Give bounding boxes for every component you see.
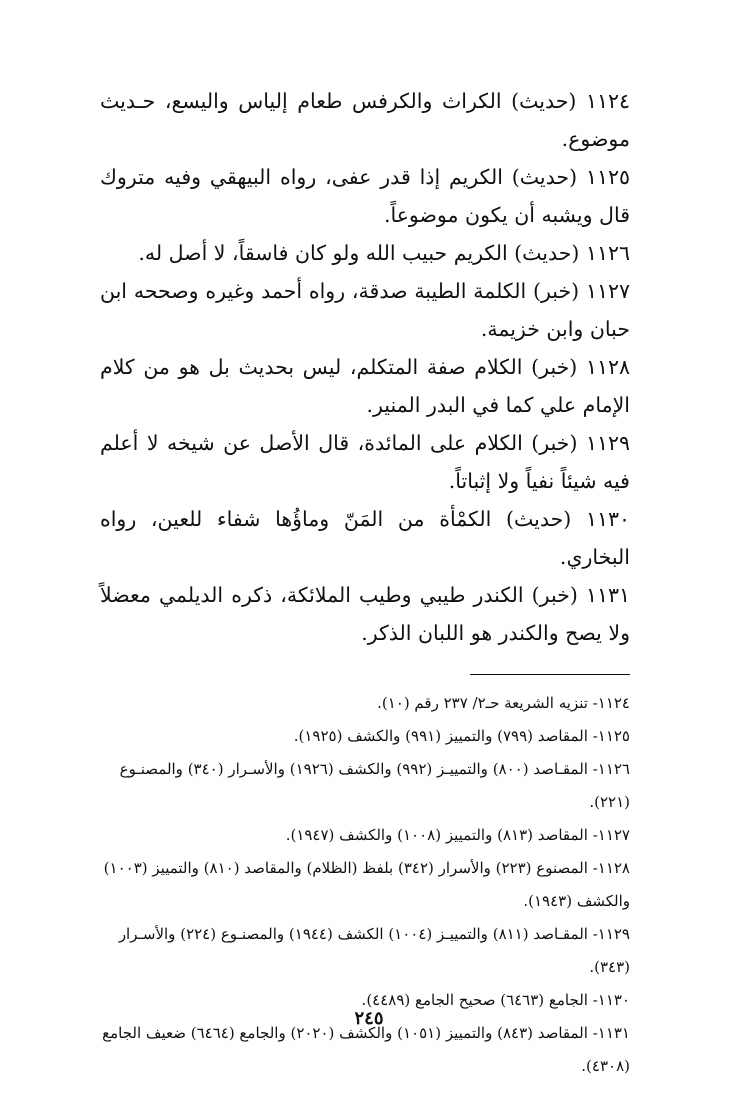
footnote-1124: ١١٢٤- تنزيه الشريعة حـ٢/ ٢٣٧ رقم (١٠). xyxy=(377,694,630,712)
hadith-entry-1127: ١١٢٧ (خبر) الكلمة الطيبة صدقة، رواه أحمد وغيره وصححه ابن حبان وابن خزيمة. xyxy=(100,279,630,341)
hadith-entry-1131: ١١٣١ (خبر) الكندر طيبي وطيب الملائكة، ذكره الديلمي معضلاً ولا يصح والكندر هو اللبان الذكر. xyxy=(100,583,630,645)
hadith-entry-1125: ١١٢٥ (حديث) الكريم إذا قدر عفى، رواه البيهقي وفيه متروك قال ويشبه أن يكون موضوعاً. xyxy=(100,165,630,227)
footnote-1131: ١١٣١- المقاصد (٨٤٣) والتمييز (١٠٥١) والكشف (٢٠٢٠) والجامع (٦٤٦٤) ضعيف الجامع (٤٣٠٨). xyxy=(102,1024,630,1075)
hadith-entry-1130: ١١٣٠ (حديث) الكمْأة من المَنّ وماؤُها شفاء للعين، رواه البخاري. xyxy=(100,507,630,569)
footnote-1128: ١١٢٨- المصنوع (٢٢٣) والأسرار (٣٤٢) بلفظ (الظلام) والمقاصد (٨١٠) والتمييز (١٠٠٣) والكشف (١٩٤٣). xyxy=(103,859,630,910)
footnote-separator xyxy=(470,674,630,675)
footnote-1130: ١١٣٠- الجامع (٦٤٦٣) صحيح الجامع (٤٤٨٩). xyxy=(361,991,630,1009)
hadith-entries xyxy=(100,82,630,652)
hadith-entry-1126: ١١٢٦ (حديث) الكريم حبيب الله ولو كان فاسقاً، لا أصل له. xyxy=(138,241,630,265)
hadith-entry-1128: ١١٢٨ (خبر) الكلام صفة المتكلم، ليس بحديث بل هو من كلام الإمام علي كما في البدر المنير. xyxy=(100,355,630,417)
footnote-1127: ١١٢٧- المقاصد (٨١٣) والتمييز (١٠٠٨) والكشف (١٩٤٧). xyxy=(285,826,630,844)
hadith-entry-1129: ١١٢٩ (خبر) الكلام على المائدة، قال الأصل عن شيخه لا أعلم فيه شيئاً نفياً ولا إثباتاً. xyxy=(100,431,630,493)
hadith-entry-1124: ١١٢٤ (حديث) الكراث والكرفس طعام إلياس واليسع، حـديث موضوع. xyxy=(100,89,630,151)
page-number: ٢٤٥ xyxy=(354,1008,384,1029)
footnote-1126: ١١٢٦- المقـاصد (٨٠٠) والتمييـز (٩٩٢) والكشف (١٩٢٦) والأسـرار (٣٤٠) والمصنـوع (٢٢١). xyxy=(119,760,630,811)
footnote-1129: ١١٢٩- المقـاصد (٨١١) والتمييـز (١٠٠٤) الكشف (١٩٤٤) والمصنـوع (٢٢٤) والأسـرار (٣٤٣). xyxy=(118,925,630,976)
footnote-1125: ١١٢٥- المقاصد (٧٩٩) والتمييز (٩٩١) والكشف (١٩٢٥). xyxy=(293,727,630,745)
